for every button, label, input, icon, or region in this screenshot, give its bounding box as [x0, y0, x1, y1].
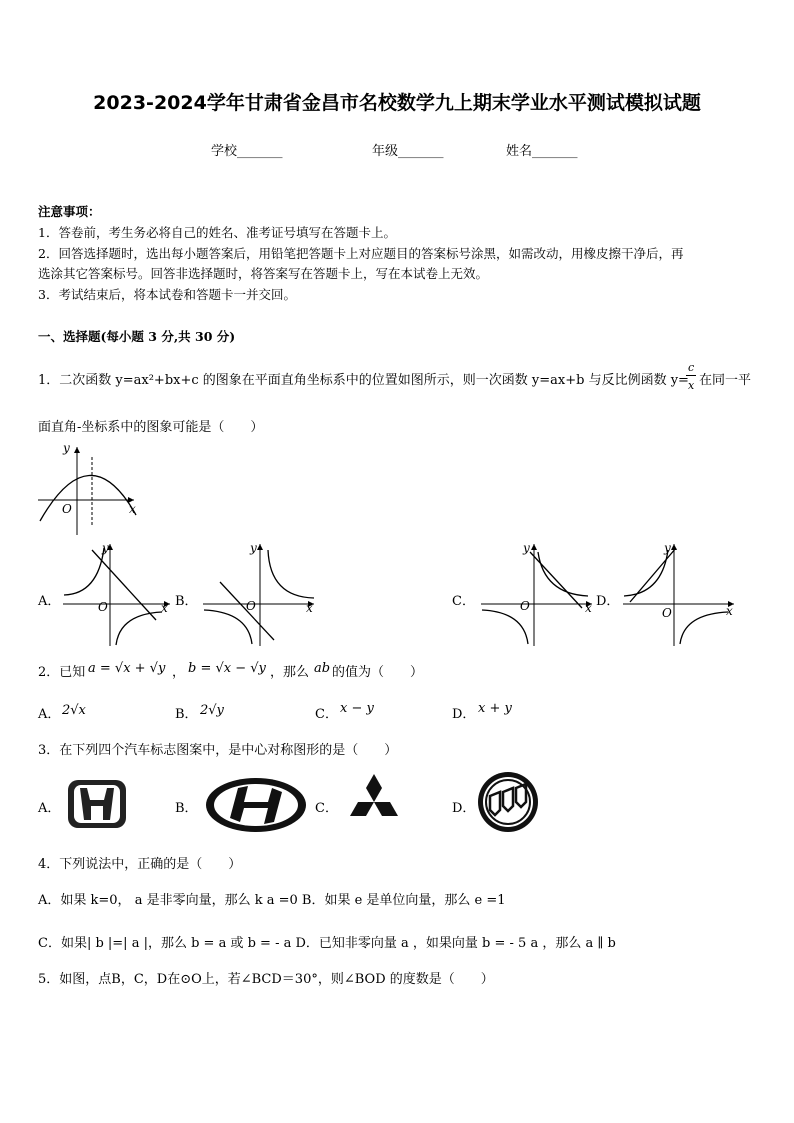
q2-text: 2．已知 — [38, 665, 86, 680]
q1-frac-den: x — [688, 379, 695, 392]
q2-option-d-value: x + y — [478, 701, 512, 716]
q1-frac-num: c — [688, 361, 695, 374]
q2-ab: ab — [314, 661, 331, 676]
honda-logo-icon — [66, 778, 128, 830]
q1-option-c: C． — [452, 594, 475, 609]
name-field: 姓名_______ — [506, 144, 578, 159]
q3-text: 3．在下列四个汽车标志图案中，是中心对称图形的是（ ） — [38, 743, 398, 758]
svg-text:O: O — [662, 606, 672, 620]
q1-frac-bar — [686, 375, 696, 376]
q2-sep: ， — [172, 665, 186, 680]
q1-option-d: D． — [596, 594, 620, 609]
svg-text:y: y — [664, 541, 671, 555]
svg-text:O: O — [98, 600, 108, 614]
axis-x-label: x — [129, 502, 136, 516]
school-field: 学校_______ — [211, 144, 283, 159]
q1-option-a-graph — [58, 542, 173, 647]
q1-option-c-graph — [476, 542, 596, 647]
axis-y-label: y — [63, 441, 70, 455]
q2-eq2: b = √x − √y — [188, 661, 266, 676]
q3-option-b: B． — [175, 801, 198, 816]
svg-text:y: y — [102, 541, 109, 555]
q2-option-b-label: B． — [175, 707, 198, 722]
q2-text-b: ，那么 — [270, 665, 310, 680]
q2-option-c-value: x − y — [340, 701, 374, 716]
q1-option-b: B． — [175, 594, 198, 609]
q1-text-c: 面直角-坐标系中的图象可能是（ ） — [38, 420, 264, 435]
q1-option-d-graph — [620, 542, 738, 647]
q2-option-a-value: 2√x — [62, 703, 86, 718]
q1-option-b-graph — [198, 542, 318, 647]
svg-text:O: O — [520, 599, 530, 613]
section-heading: 一、选择题(每小题 3 分,共 30 分) — [38, 329, 236, 344]
q2-option-d-label: D． — [452, 707, 476, 722]
notice-item: 2．回答选择题时，选出每小题答案后，用铅笔把答题卡上对应题目的答案标号涂黑，如需改动，用橡皮擦干净后，再 — [38, 246, 684, 261]
origin-label: O — [62, 502, 72, 516]
q2-eq1: a = √x + √y — [88, 661, 166, 676]
svg-text:y: y — [523, 541, 530, 555]
notice-item: 3．考试结束后，将本试卷和答题卡一并交回。 — [38, 287, 296, 302]
buick-logo-icon — [476, 770, 540, 834]
svg-text:O: O — [246, 599, 256, 613]
svg-text:x: x — [161, 601, 168, 615]
q1-text-b: 在同一平 — [699, 373, 752, 388]
grade-field: 年级_______ — [372, 144, 444, 159]
parabola-figure — [38, 443, 138, 538]
svg-text:x: x — [726, 604, 733, 618]
q4-line-1: A．如果 k=0， a 是非零向量，那么 k a =0 B．如果 e 是单位向量，那么 e =1 — [38, 893, 506, 908]
q2-option-b-value: 2√y — [200, 703, 224, 718]
svg-text:y: y — [250, 541, 257, 555]
q2-text-c: 的值为（ ） — [332, 665, 424, 680]
svg-text:x: x — [585, 601, 592, 615]
notice-item: 1．答卷前，考生务必将自己的姓名、准考证号填写在答题卡上。 — [38, 225, 396, 240]
q2-option-c-label: C． — [315, 707, 338, 722]
q3-option-d: D． — [452, 801, 476, 816]
q1-text: 1．二次函数 y=ax²+bx+c 的图象在平面直角坐标系中的位置如图所示，则一次函数 y=ax+b 与反比例函数 y= — [38, 373, 689, 388]
q4-line-2: C．如果| b |=| a |，那么 b = a 或 b = - a D．已知非零向量 a ，如果向量 b = - 5 a ，那么 a ∥ b — [38, 936, 616, 951]
page-title: 2023-2024学年甘肃省金昌市名校数学九上期末学业水平测试模拟试题 — [93, 92, 701, 114]
q3-option-a: A． — [38, 801, 61, 816]
hyundai-logo-icon — [204, 776, 308, 834]
q2-option-a-label: A． — [38, 707, 61, 722]
q5-text: 5．如图，点B，C，D在⊙O上，若∠BCD＝30°，则∠BOD 的度数是（ ） — [38, 972, 494, 987]
q4-text: 4．下列说法中，正确的是（ ） — [38, 857, 242, 872]
q1-option-a: A． — [38, 594, 61, 609]
q3-option-c: C． — [315, 801, 338, 816]
mitsubishi-logo-icon — [342, 772, 406, 832]
notice-item: 选涂其它答案标号。回答非选择题时，将答案写在答题卡上，写在本试卷上无效。 — [38, 266, 489, 281]
svg-text:x: x — [306, 601, 313, 615]
notice-heading: 注意事项： — [38, 204, 101, 219]
